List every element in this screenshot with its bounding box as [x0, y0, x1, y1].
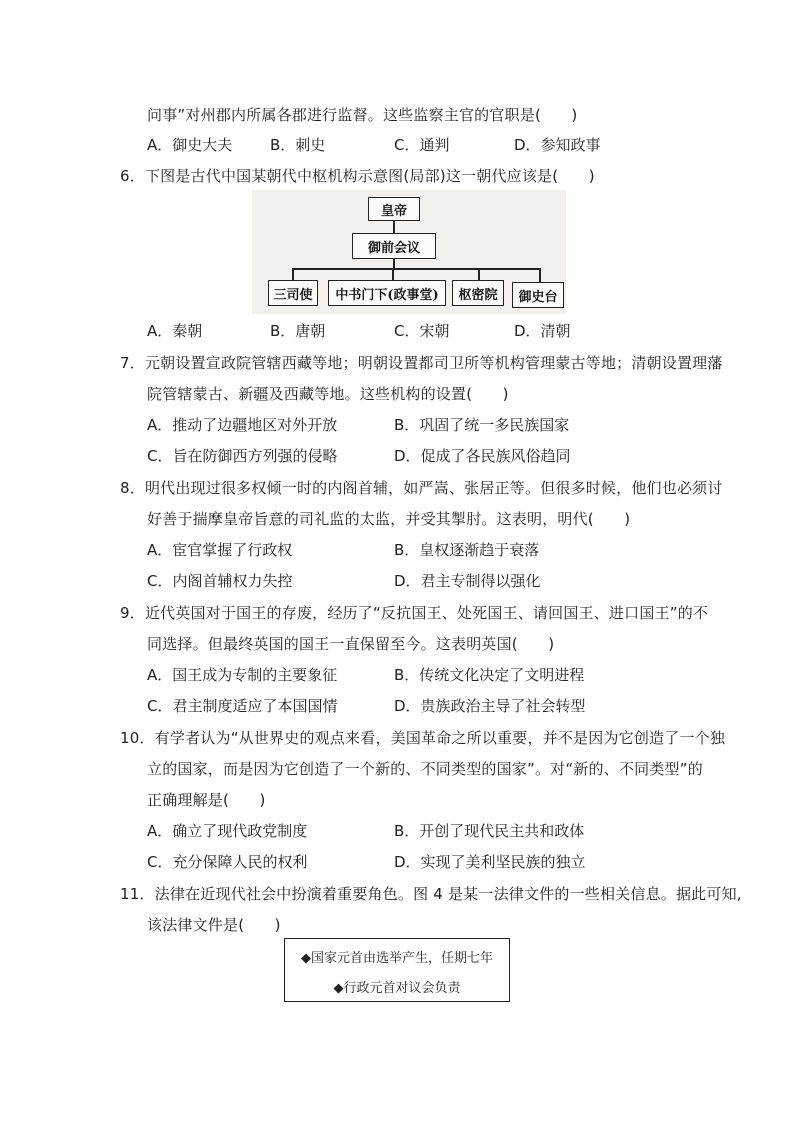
q7-option-c[interactable]: C．旨在防御西方列强的侵略 [147, 447, 338, 465]
diagram-connector [478, 268, 480, 280]
q9-stem-line2: 同选择。但最终英国的国王一直保留至今。这表明英国( ) [147, 635, 555, 653]
q9-stem-line1: 9．近代英国对于国王的存废，经历了“反抗国王、处死国王、请回国王、进口国王”的不 [120, 604, 709, 622]
q9-option-c[interactable]: C．君主制度适应了本国国情 [147, 697, 338, 715]
q10-option-a[interactable]: A．确立了现代政党制度 [147, 822, 308, 840]
q8-option-b[interactable]: B．皇权逐渐趋于衰落 [394, 541, 540, 559]
q7-stem-line2: 院管辖蒙古、新疆及西藏等地。这些机构的设置( ) [147, 385, 509, 403]
q10-option-b[interactable]: B．开创了现代民主共和政体 [394, 822, 585, 840]
q7-option-b[interactable]: B．巩固了统一多民族国家 [394, 416, 570, 434]
q9-option-a[interactable]: A．国王成为专制的主要象征 [147, 666, 338, 684]
q7-option-d[interactable]: D．促成了各民族风俗趋同 [394, 447, 571, 465]
q10-option-d[interactable]: D．实现了美利坚民族的独立 [394, 853, 586, 871]
q7-option-a[interactable]: A．推动了边疆地区对外开放 [147, 416, 338, 434]
q6-option-b[interactable]: B．唐朝 [270, 322, 326, 340]
q8-option-c[interactable]: C．内阁首辅权力失控 [147, 572, 293, 590]
diagram-connector [393, 221, 395, 233]
q6-org-diagram [252, 190, 566, 314]
q11-info-box [284, 938, 510, 1002]
q6-option-d[interactable]: D．清朝 [514, 322, 571, 340]
info-box-line-2: ◆行政元首对议会负责 [333, 981, 461, 996]
q10-option-c[interactable]: C．充分保障人民的权利 [147, 853, 308, 871]
q10-stem-line2: 立的国家，而是因为它创造了一个新的、不同类型的国家”。对“新的、不同类型”的 [147, 760, 703, 778]
info-box-line-1: ◆国家元首由选举产生，任期七年 [301, 951, 493, 966]
q5-option-a[interactable]: A．御史大夫 [147, 136, 233, 154]
q8-stem-line2: 好善于揣摩皇帝旨意的司礼监的太监，并受其掣肘。这表明，明代( ) [147, 510, 631, 528]
diagram-connector [539, 268, 541, 282]
q8-option-d[interactable]: D．君主专制得以强化 [394, 572, 541, 590]
q6-stem: 6．下图是古代中国某朝代中枢机构示意图(局部)这一朝代应该是( ) [120, 167, 595, 185]
q10-stem-line3: 正确理解是( ) [147, 791, 266, 809]
q5-stem-continuation: 问事”对州郡内所属各郡进行监督。这些监察主官的官职是( ) [147, 106, 578, 124]
diagram-branch-sansishi: 三司使 [268, 280, 318, 306]
q10-stem-line1: 10．有学者认为“从世界史的观点来看，美国革命之所以重要，并不是因为它创造了一个独 [120, 729, 726, 747]
q5-option-b[interactable]: B．刺史 [270, 136, 326, 154]
q11-stem-line1: 11．法律在近现代社会中扮演着重要角色。图 4 是某一法律文件的一些相关信息。据此可知, [120, 885, 742, 903]
diagram-council-box: 御前会议 [352, 233, 436, 259]
diagram-emperor-box: 皇帝 [368, 197, 420, 221]
diagram-branch-yushitai: 御史台 [512, 282, 564, 308]
q6-option-a[interactable]: A．秦朝 [147, 322, 203, 340]
q8-option-a[interactable]: A．宦官掌握了行政权 [147, 541, 293, 559]
diagram-connector [392, 268, 394, 280]
q9-option-b[interactable]: B．传统文化决定了文明进程 [394, 666, 585, 684]
q5-option-c[interactable]: C．通判 [394, 136, 450, 154]
q9-option-d[interactable]: D．贵族政治主导了社会转型 [394, 697, 586, 715]
diagram-branch-line [292, 268, 540, 270]
q8-stem-line1: 8．明代出现过很多权倾一时的内阁首辅，如严嵩、张居正等。但很多时候，他们也必须讨 [120, 479, 723, 497]
diagram-branch-zhongshumenxia: 中书门下(政事堂) [328, 280, 446, 306]
q5-option-d[interactable]: D．参知政事 [514, 136, 601, 154]
q6-option-c[interactable]: C．宋朝 [394, 322, 450, 340]
diagram-branch-shumiyuan: 枢密院 [452, 280, 504, 306]
q7-stem-line1: 7．元朝设置宣政院管辖西藏等地；明朝设置都司卫所等机构管理蒙古等地；清朝设置理藩 [120, 354, 723, 372]
diagram-connector [292, 268, 294, 280]
q11-stem-line2: 该法律文件是( ) [147, 916, 281, 934]
